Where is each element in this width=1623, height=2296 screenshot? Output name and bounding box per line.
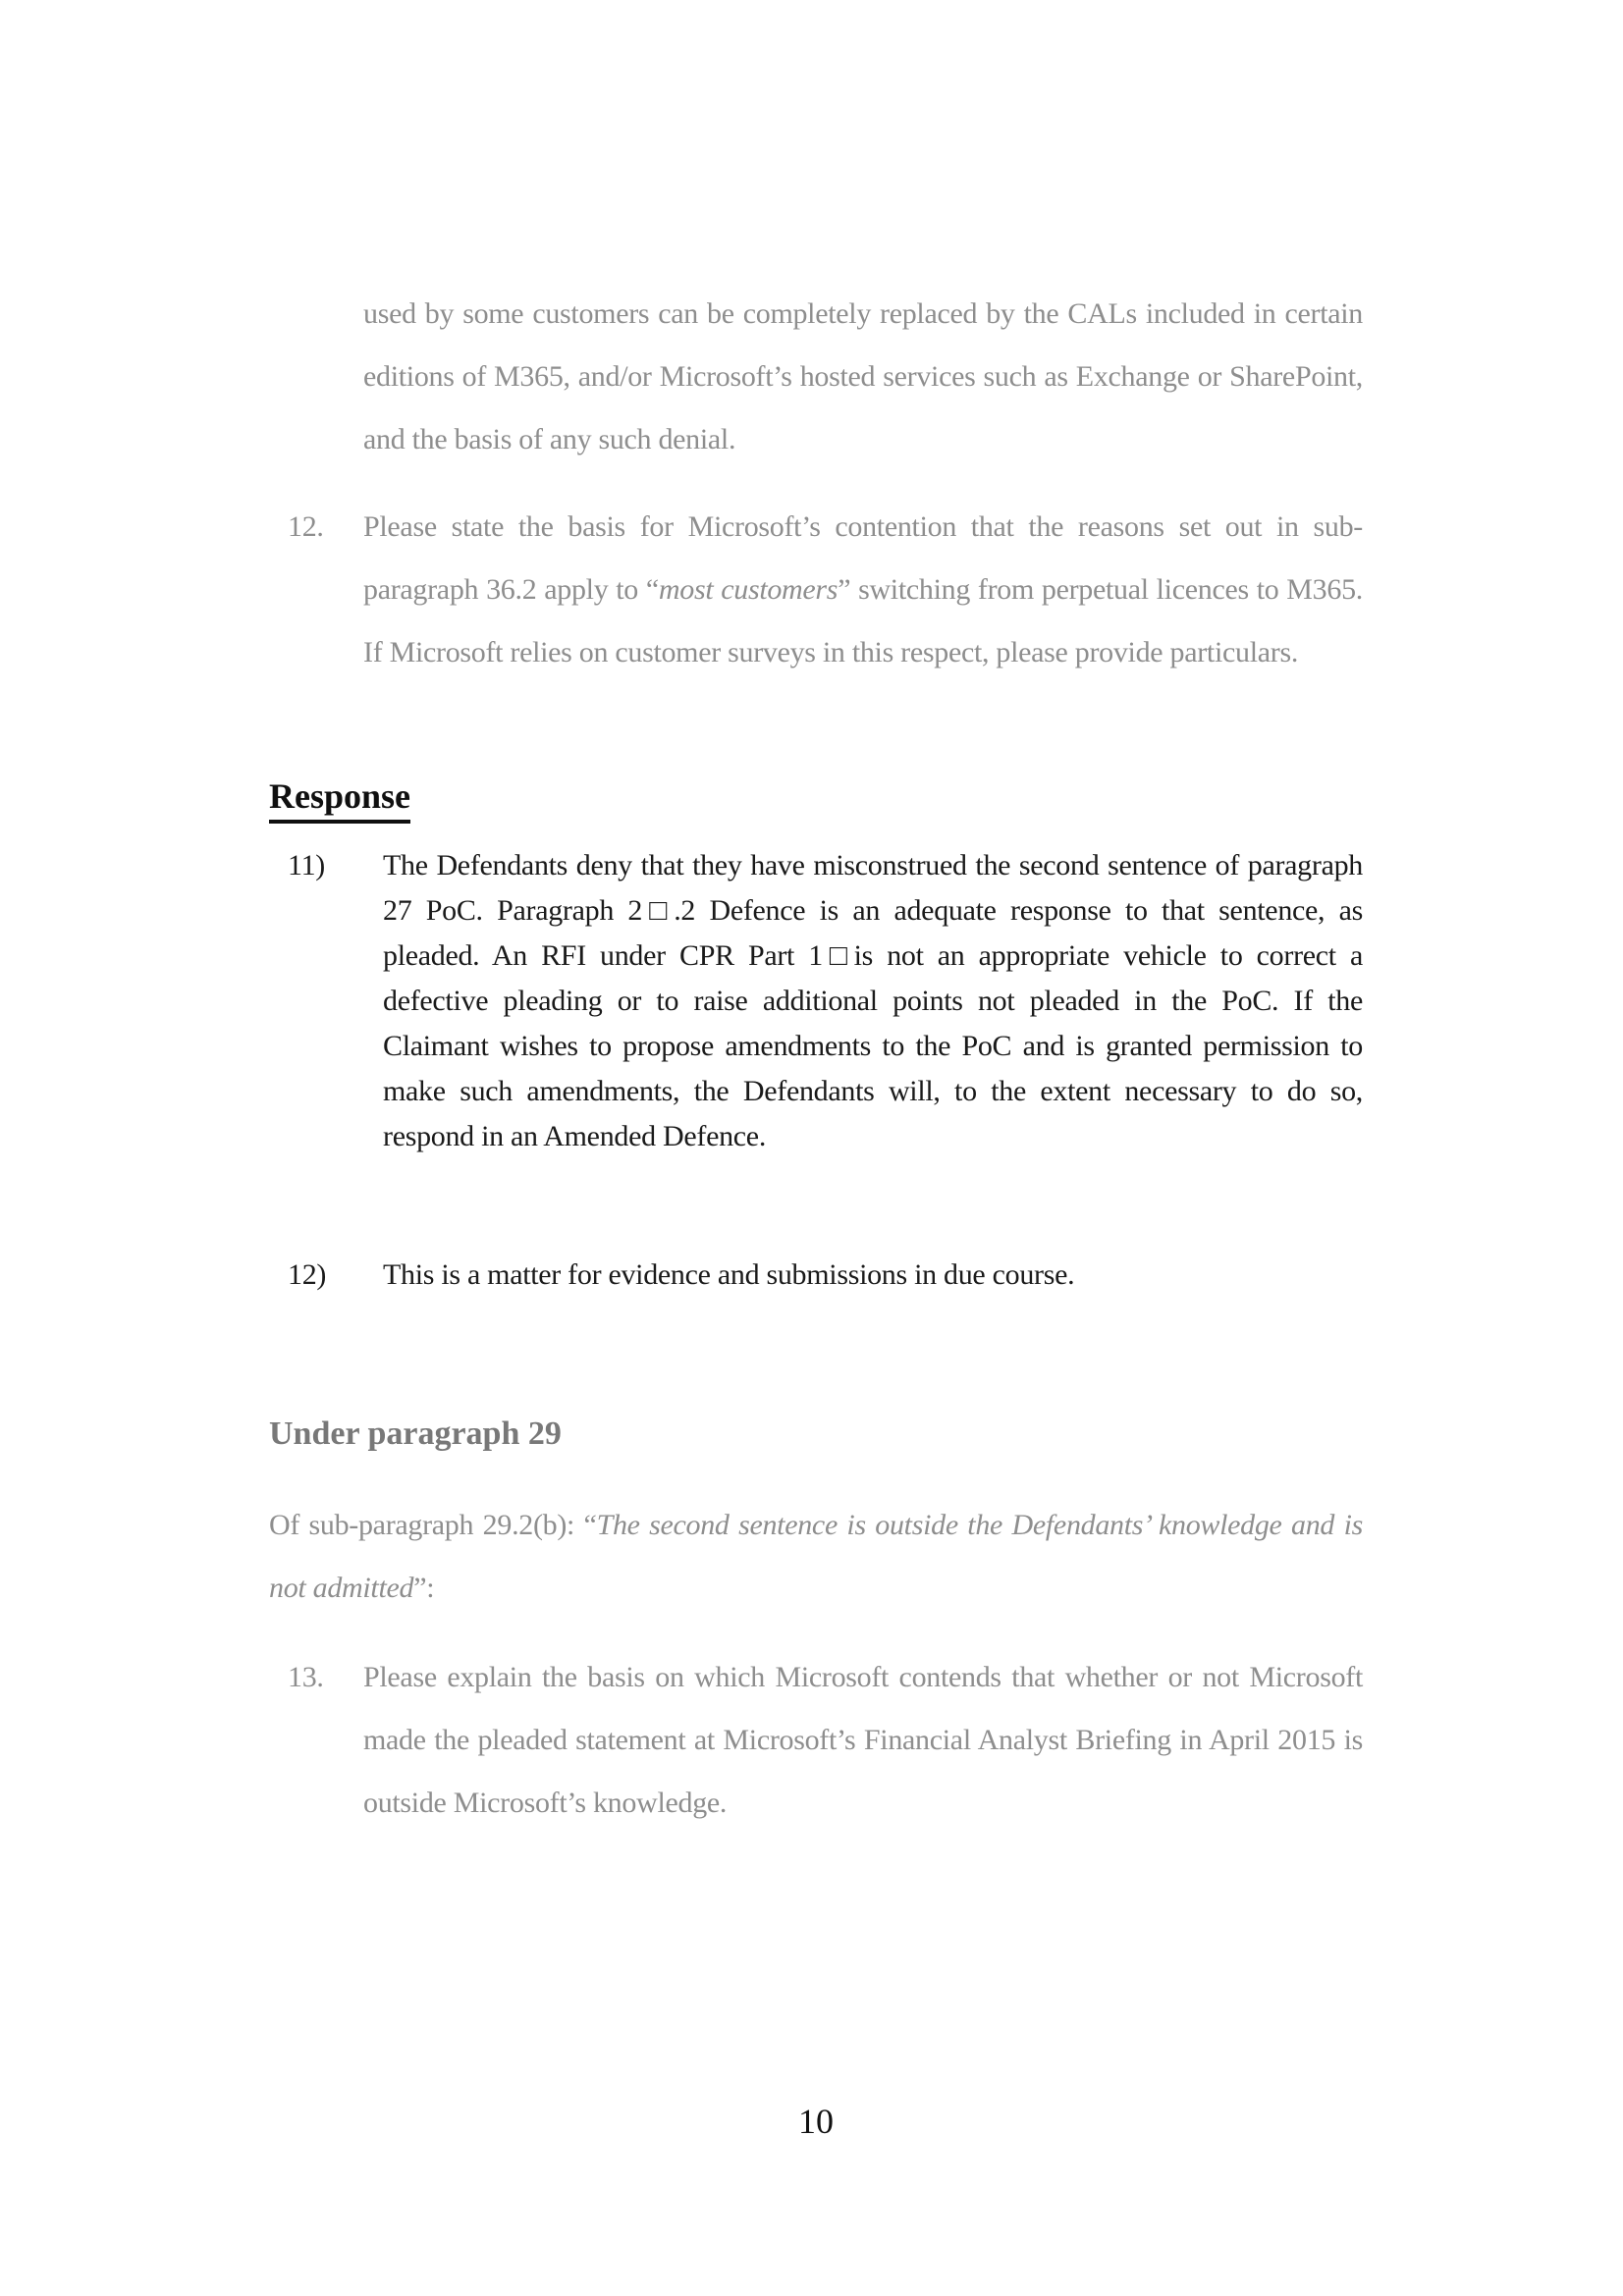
response-item-12 xyxy=(288,1253,1363,1298)
response-item-12-text: This is a matter for evidence and submissions in due course. xyxy=(383,1258,1075,1291)
item-number: 11) xyxy=(288,849,325,881)
item-number: 12) xyxy=(288,1258,327,1291)
request-item-13-text: Please explain the basis on which Microsoft contends that whether or not Microsoft made the pleaded statement at Microsoft’s Financial Analyst Briefing in April 2015 is outside Microsoft’s knowledge. xyxy=(363,1661,1363,1819)
item-number: 13. xyxy=(288,1661,324,1693)
request-item-13 xyxy=(288,1646,1363,1835)
request-item-12-italic: most customers xyxy=(658,573,839,606)
sub-paragraph-intro-after: ”: xyxy=(413,1572,435,1604)
response-heading xyxy=(269,765,1363,828)
continuation-paragraph: used by some customers can be completely replaced by the CALs included in certain editions of M365, and/or Microsoft’s hosted services such as Exchange or SharePoint, and the basis of any such denial. xyxy=(363,297,1363,455)
sub-paragraph-intro-before: Of sub-paragraph 29.2(b): “ xyxy=(269,1509,597,1541)
request-item-12-text-after: ” switching from perpetual licences to M365. If Microsoft relies on customer surveys in this respect, please provide particulars. xyxy=(363,573,1363,668)
response-heading-text: Response xyxy=(269,774,410,824)
under-paragraph-29-heading: Under paragraph 29 xyxy=(269,1415,562,1452)
response-item-11 xyxy=(288,843,1363,1159)
response-item-11-text: The Defendants deny that they have misconstrued the second sentence of paragraph 27 PoC. Paragraph 2□.2 Defence is an adequate response to that sentence, as pleaded. An RFI under CPR Part 1□is not an appropriate vehicle to correct a defective pleading or to raise additional points not pleaded in the PoC. If the Claimant wishes to propose amendments to the PoC and is granted permission to make such amendments, the Defendants will, to the extent necessary to do so, respond in an Amended Defence. xyxy=(383,849,1363,1152)
request-item-12-text-before: Please state the basis for Microsoft’s contention that the reasons set out in sub-paragraph 36.2 apply to “ xyxy=(363,510,1363,606)
request-item-12 xyxy=(288,496,1363,684)
page-number: 10 xyxy=(798,2102,834,2141)
sub-paragraph-intro-italic: The second sentence is outside the Defendants’ knowledge and is not admitted xyxy=(269,1509,1363,1604)
sub-paragraph-intro xyxy=(269,1494,1363,1620)
item-number: 12. xyxy=(288,510,324,543)
